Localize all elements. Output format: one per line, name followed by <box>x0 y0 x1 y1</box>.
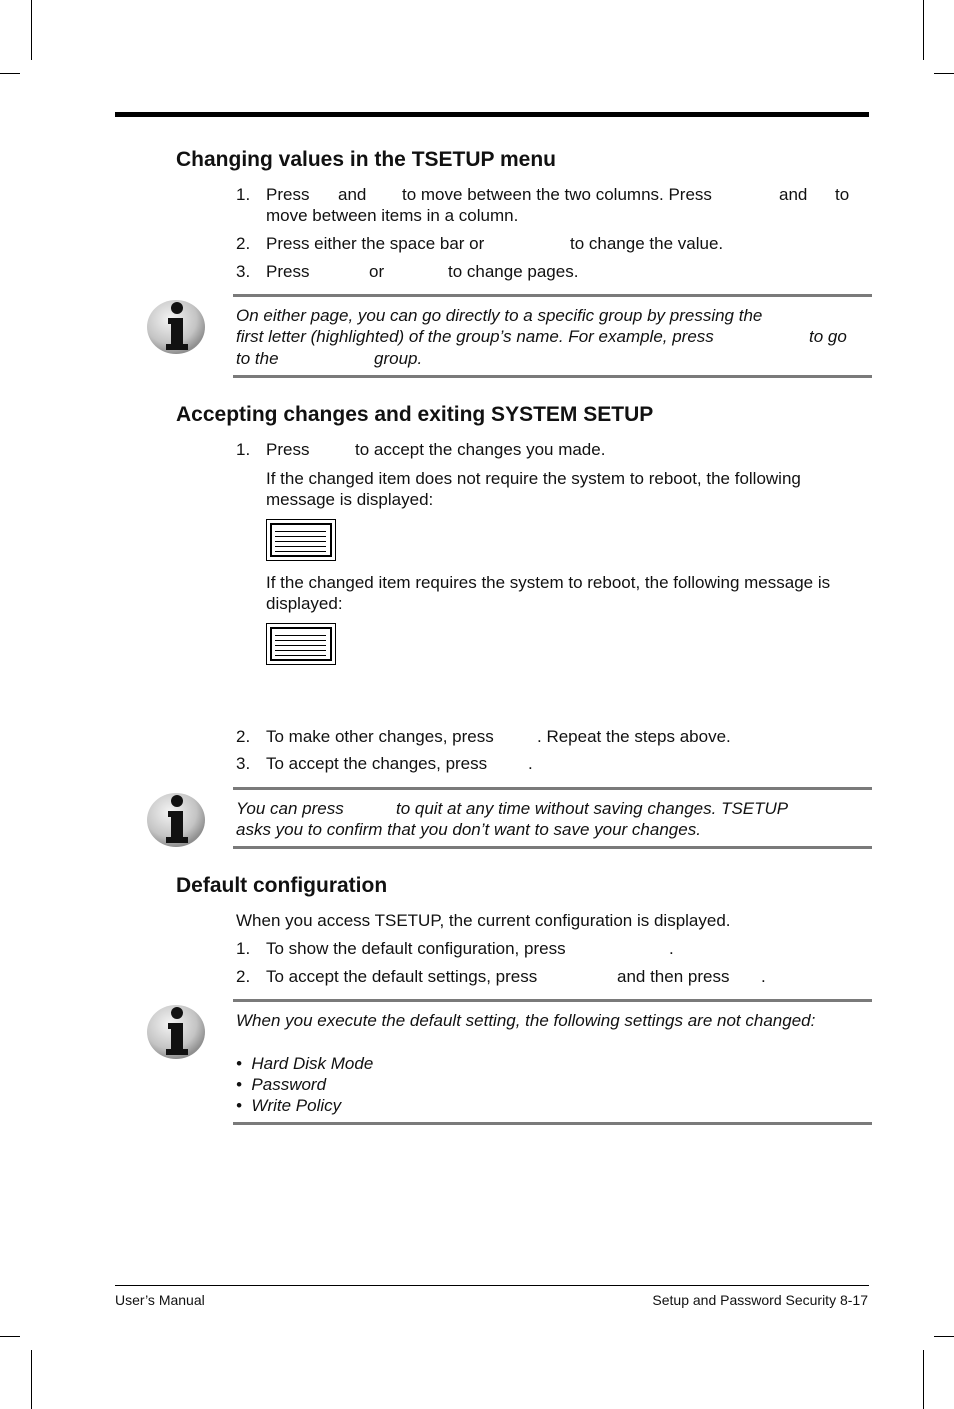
step-number: 1. <box>236 185 251 204</box>
step-text: to <box>835 185 850 204</box>
paragraph: If the changed item requires the system to reboot, the following message is displayed: <box>266 573 831 613</box>
step-number: 2. <box>236 967 251 986</box>
step-text: and <box>779 185 808 204</box>
bullet-item: • Write Policy <box>236 1096 342 1115</box>
step-text: move between items in a column. <box>266 206 519 225</box>
crop-mark <box>31 0 32 60</box>
top-rule <box>115 112 869 117</box>
note-text: first letter (highlighted) of the group’s name. For example, press <box>236 327 714 346</box>
crop-mark <box>923 1350 924 1409</box>
crop-mark <box>923 0 924 60</box>
crop-mark <box>0 1336 20 1337</box>
footer-rule <box>115 1285 869 1286</box>
bullet-text: Write Policy <box>251 1096 342 1115</box>
step-text: To accept the default settings, press <box>266 967 538 986</box>
step-text: and then press <box>617 967 730 986</box>
note-text: When you execute the default setting, the following settings are not changed: <box>236 1011 816 1030</box>
info-icon <box>146 789 206 849</box>
footer-left: User’s Manual <box>115 1292 205 1308</box>
footer-right: Setup and Password Security 8-17 <box>652 1292 868 1308</box>
note-text: to quit at any time without saving changes. TSETUP <box>396 799 789 818</box>
bullet-item: • Hard Disk Mode <box>236 1054 374 1073</box>
section-heading-accepting-changes: Accepting changes and exiting SYSTEM SETUP <box>176 403 654 426</box>
note-text: group. <box>374 349 423 368</box>
step-number: 2. <box>236 727 251 746</box>
step-text: to change pages. <box>448 262 579 281</box>
note-text: to the <box>236 349 279 368</box>
step-text: To accept the changes, press <box>266 754 488 773</box>
bullet-text: Hard Disk Mode <box>251 1054 374 1073</box>
step-number: 3. <box>236 754 251 773</box>
step-text: . Repeat the steps above. <box>537 727 731 746</box>
step-text: . <box>761 967 766 986</box>
step-text: Press <box>266 262 310 281</box>
step-number: 1. <box>236 440 251 459</box>
crop-mark <box>934 73 954 74</box>
step-number: 2. <box>236 234 251 253</box>
bullet-text: Password <box>251 1075 327 1094</box>
step-text: to change the value. <box>570 234 724 253</box>
step-text: To make other changes, press <box>266 727 494 746</box>
step-text: to accept the changes you made. <box>355 440 606 459</box>
step-text: Press either the space bar or <box>266 234 485 253</box>
note-text: You can press <box>236 799 344 818</box>
info-icon <box>146 1001 206 1061</box>
note-box <box>233 999 872 1125</box>
crop-mark <box>31 1350 32 1409</box>
paragraph: If the changed item does not require the system to reboot, the following message is displayed: <box>266 469 801 509</box>
note-box <box>233 294 872 378</box>
step-number: 1. <box>236 939 251 958</box>
note-text: On either page, you can go directly to a specific group by pressing the <box>236 306 763 325</box>
message-dialog-thumbnail <box>266 519 336 561</box>
step-text: to move between the two columns. Press <box>402 185 712 204</box>
crop-mark <box>934 1336 954 1337</box>
crop-mark <box>0 73 20 74</box>
note-box <box>233 787 872 849</box>
step-text: and <box>338 185 367 204</box>
info-icon <box>146 296 206 356</box>
step-text: . <box>669 939 674 958</box>
step-text: Press <box>266 185 310 204</box>
message-dialog-thumbnail <box>266 623 336 665</box>
note-text: to go <box>809 327 847 346</box>
section-heading-changing-values: Changing values in the TSETUP menu <box>176 148 556 171</box>
paragraph: When you access TSETUP, the current configuration is displayed. <box>236 911 731 930</box>
step-text: . <box>528 754 533 773</box>
note-text: asks you to confirm that you don’t want to save your changes. <box>236 820 701 839</box>
section-heading-default-configuration: Default configuration <box>176 874 388 897</box>
step-text: Press <box>266 440 310 459</box>
bullet-item: • Password <box>236 1075 327 1094</box>
step-text: or <box>369 262 385 281</box>
step-text: To show the default configuration, press <box>266 939 566 958</box>
step-number: 3. <box>236 262 251 281</box>
